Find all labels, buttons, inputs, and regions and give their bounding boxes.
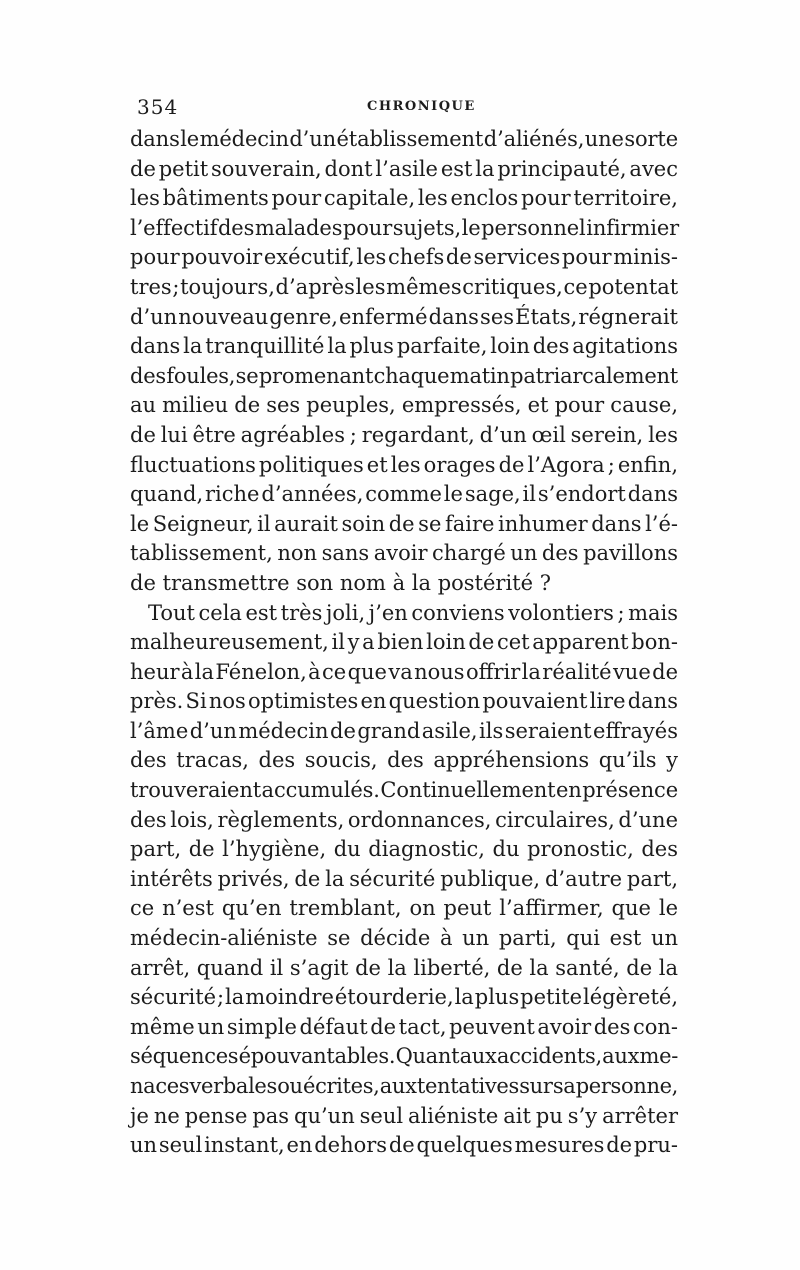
text-line: près. Si nos optimistes en question pouvaient lire dans bbox=[130, 689, 678, 714]
text-line: tres ; toujours, d’après les mêmes critiques, ce potentat bbox=[130, 274, 679, 299]
text-line: des tracas, des soucis, des appréhensions qu’ils y bbox=[130, 748, 678, 773]
text-line: même un simple défaut de tact, peuvent avoir des con- bbox=[130, 1014, 678, 1039]
text-line: séquences épouvantables. Quant aux accidents, aux me- bbox=[130, 1044, 678, 1069]
text-line: naces verbales ou écrites, aux tentatives sur sa personne, bbox=[130, 1074, 678, 1098]
running-title: CHRONIQUE bbox=[367, 99, 476, 114]
text-line: un seul instant, en dehors de quelques mesures de pru- bbox=[130, 1133, 678, 1158]
text-line: arrêt, quand il s’agit de la liberté, de la santé, de la bbox=[130, 955, 678, 980]
text-line: tablissement, non sans avoir chargé un des pavillons bbox=[130, 541, 678, 566]
text-line: des foules, se promenant chaque matin patriarcalement bbox=[130, 363, 678, 388]
text-line: quand, riche d’années, comme le sage, il s’endort dans bbox=[130, 482, 678, 507]
text-line: heur à la Fénelon, à ce que va nous offrir la réalité vue de bbox=[130, 659, 678, 684]
text-line: ce n’est qu’en tremblant, on peut l’affirmer, que le bbox=[130, 896, 678, 921]
text-line: dans le médecin d’un établissement d’aliénés, une sorte bbox=[130, 127, 678, 151]
text-line: de lui être agréables ; regardant, d’un œil serein, les bbox=[130, 422, 678, 447]
text-line: des lois, règlements, ordonnances, circulaires, d’une bbox=[130, 807, 678, 832]
text-line: trouveraient accumulés. Continuellement en présence bbox=[130, 778, 678, 803]
running-head bbox=[127, 95, 685, 121]
text-line: fluctuations politiques et les orages de l’Agora ; enfin, bbox=[130, 452, 678, 477]
text-line: je ne pense pas qu’un seul aliéniste ait pu s’y arrêter bbox=[130, 1103, 678, 1128]
page-number: 354 bbox=[137, 95, 179, 119]
text-line: intérêts privés, de la sécurité publique, d’autre part, bbox=[130, 866, 678, 891]
text-line: médecin-aliéniste se décide à un parti, qui est un bbox=[130, 926, 678, 951]
text-line: part, de l’hygiène, du diagnostic, du pronostic, des bbox=[130, 837, 678, 862]
text-line: dans la tranquillité la plus parfaite, loin des agitations bbox=[130, 334, 678, 359]
text-line: au milieu de ses peuples, empressés, et pour cause, bbox=[130, 393, 678, 418]
text-line: de transmettre son nom à la postérité ? bbox=[130, 570, 551, 595]
text-line: malheureusement, il y a bien loin de cet apparent bon- bbox=[130, 630, 678, 655]
text-line: les bâtiments pour capitale, les enclos pour territoire, bbox=[130, 186, 678, 211]
text-line: pour pouvoir exécutif, les chefs de services pour minis- bbox=[130, 245, 678, 270]
text-line: l’âme d’un médecin de grand asile, ils seraient effrayés bbox=[130, 718, 678, 743]
text-line: sécurité ; la moindre étourderie, la plus petite légèreté, bbox=[130, 985, 678, 1010]
text-line: d’un nouveau genre, enfermé dans ses États, régnerait bbox=[130, 304, 678, 329]
body-text bbox=[130, 125, 678, 1161]
text-line: l’effectif des malades pour sujets, le personnel infirmier bbox=[130, 215, 680, 240]
text-line: Tout cela est très joli, j’en conviens volontiers ; mais bbox=[148, 600, 678, 625]
text-line: de petit souverain, dont l’asile est la principauté, avec bbox=[130, 156, 678, 181]
text-line: le Seigneur, il aurait soin de se faire inhumer dans l’é- bbox=[130, 511, 678, 536]
